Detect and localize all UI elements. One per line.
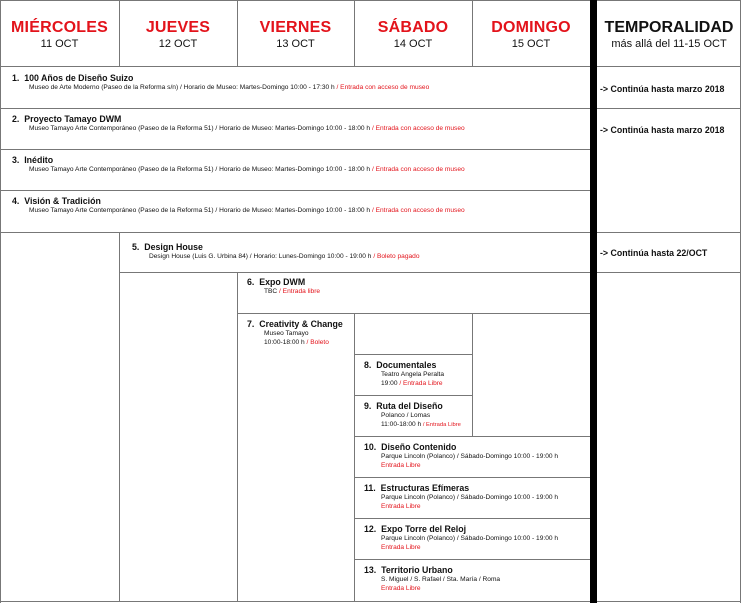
grid-line: [237, 0, 238, 66]
grid-line: [0, 190, 590, 191]
event-access: / Entrada Libre: [421, 421, 461, 428]
event-3: [12, 155, 465, 175]
header-saturday: [354, 0, 472, 66]
event-number: 1.: [12, 73, 20, 83]
grid-line: [472, 313, 473, 436]
event-access: Entrada Libre: [381, 502, 421, 510]
event-hours: 19:00: [381, 379, 398, 387]
event-detail: Museo Tamayo Arte Contemporáneo (Paseo de la Reforma 51) / Horario de Museo: Martes-Domingo 10:00 - 18:00 h: [29, 166, 371, 173]
grid-line: [354, 313, 355, 602]
day-name: JUEVES: [145, 19, 211, 36]
grid-line: [354, 518, 590, 519]
event-number: 2.: [12, 114, 20, 124]
grid-line: [354, 0, 355, 66]
day-name: SÁBADO: [377, 19, 449, 36]
event-number: 13.: [364, 565, 377, 575]
event-4: [12, 196, 465, 216]
grid-line: [0, 0, 1, 603]
header-friday: [237, 0, 354, 66]
temporalidad-note-5: -> Continúa hasta 22/OCT: [600, 248, 708, 258]
event-number: 10.: [364, 442, 377, 452]
event-access: / Entrada libre: [277, 288, 321, 295]
event-title: Expo Torre del Reloj: [381, 524, 467, 534]
grid-line: [472, 0, 473, 66]
temporalidad-divider: [590, 0, 597, 603]
event-detail: Museo de Arte Moderno (Paseo de la Reforma s/n) / Horario de Museo: Martes-Domingo 10:00 - 17:30 h: [29, 84, 335, 91]
event-5: [132, 242, 420, 262]
grid-line: [354, 436, 590, 437]
event-access: / Boleto pagado: [371, 253, 420, 260]
day-name: VIERNES: [259, 19, 332, 36]
event-access: / Entrada con acceso de museo: [370, 166, 465, 173]
grid-line: [0, 66, 741, 67]
event-title: Creativity & Change: [259, 319, 343, 329]
grid-line: [0, 149, 590, 150]
event-number: 11.: [364, 483, 376, 493]
grid-line: [119, 272, 741, 273]
event-venue: Polanco / Lomas: [381, 412, 431, 419]
event-detail: Parque Lincoln (Polanco) / Sábado-Domingo 10:00 - 19:00 h: [381, 535, 559, 542]
event-8: [364, 360, 444, 388]
event-6: [247, 277, 320, 297]
event-number: 9.: [364, 401, 372, 411]
event-title: 100 Años de Diseño Suizo: [24, 73, 134, 83]
header-wednesday: [0, 0, 119, 66]
event-hours: 10:00-18:00 h: [264, 338, 305, 346]
temporalidad-subtitle: más allá del 11-15 OCT: [611, 38, 727, 50]
event-number: 6.: [247, 277, 255, 287]
event-detail: Parque Lincoln (Polanco) / Sábado-Domingo 10:00 - 19:00 h: [381, 453, 559, 460]
event-title: Diseño Contenido: [381, 442, 457, 452]
grid-line: [354, 477, 590, 478]
event-detail: Museo Tamayo Arte Contemporáneo (Paseo de la Reforma 51) / Horario de Museo: Martes-Domingo 10:00 - 18:00 h: [29, 207, 371, 214]
event-number: 12.: [364, 524, 377, 534]
day-name: DOMINGO: [491, 19, 571, 36]
grid-line: [0, 232, 741, 233]
grid-line: [119, 232, 120, 602]
grid-line: [119, 0, 120, 66]
event-number: 3.: [12, 155, 20, 165]
event-2: [12, 114, 465, 134]
event-title: Visión & Tradición: [24, 196, 101, 206]
event-detail: Museo Tamayo Arte Contemporáneo (Paseo de la Reforma 51) / Horario de Museo: Martes-Domingo 10:00 - 18:00 h: [29, 125, 371, 132]
header-temporalidad: [597, 0, 741, 66]
event-title: Proyecto Tamayo DWM: [24, 114, 122, 124]
grid-line: [0, 0, 741, 1]
event-number: 7.: [247, 319, 255, 329]
temporalidad-note-1: -> Continúa hasta marzo 2018: [600, 84, 725, 94]
event-number: 4.: [12, 196, 20, 206]
day-date: 13 OCT: [276, 38, 315, 50]
grid-line: [0, 108, 741, 109]
day-date: 11 OCT: [40, 38, 79, 50]
day-date: 15 OCT: [511, 38, 551, 50]
event-title: Ruta del Diseño: [376, 401, 443, 411]
event-9: [364, 401, 461, 429]
event-1: [12, 73, 429, 93]
event-venue: Museo Tamayo: [264, 330, 309, 337]
temporalidad-title: TEMPORALIDAD: [604, 19, 734, 36]
day-date: 12 OCT: [158, 38, 198, 50]
event-venue: Teatro Angela Peralta: [381, 371, 445, 378]
event-detail: TBC: [264, 288, 278, 295]
grid-line: [354, 559, 590, 560]
event-10: [364, 442, 558, 470]
day-date: 14 OCT: [393, 38, 433, 50]
temporalidad-note-2: -> Continúa hasta marzo 2018: [600, 125, 725, 135]
event-access: / Entrada con acceso de museo: [334, 84, 430, 91]
event-hours: 11:00-18:00 h: [381, 420, 422, 428]
event-access: / Entrada con acceso de museo: [370, 207, 465, 214]
event-12: [364, 524, 558, 552]
header-sunday: [472, 0, 590, 66]
event-title: Expo DWM: [259, 277, 306, 287]
event-11: [364, 483, 558, 511]
event-title: Estructuras Efímeras: [380, 483, 470, 493]
event-number: 5.: [132, 242, 140, 252]
event-detail: Parque Lincoln (Polanco) / Sábado-Domingo 10:00 - 19:00 h: [381, 494, 559, 501]
grid-line: [354, 354, 472, 355]
event-title: Design House: [144, 242, 203, 252]
event-13: [364, 565, 500, 593]
grid-line: [354, 395, 472, 396]
grid-line: [237, 272, 238, 602]
event-title: Inédito: [24, 155, 54, 165]
event-access: Entrada Libre: [381, 543, 421, 551]
grid-line: [0, 601, 741, 602]
event-access: Entrada Libre: [381, 584, 421, 592]
event-access: / Entrada Libre: [397, 379, 443, 387]
event-number: 8.: [364, 360, 372, 370]
event-title: Territorio Urbano: [381, 565, 453, 575]
header-thursday: [119, 0, 237, 66]
event-detail: S. Miguel / S. Rafael / Sta. María / Roma: [381, 576, 501, 583]
event-access: Entrada Libre: [381, 461, 421, 469]
event-detail: Design House (Luis G. Urbina 84) / Horario: Lunes-Domingo 10:00 - 19:00 h: [149, 253, 372, 260]
day-name: MIÉRCOLES: [11, 19, 108, 36]
event-access: / Boleto: [304, 338, 329, 346]
event-title: Documentales: [376, 360, 437, 370]
grid-line: [237, 313, 590, 314]
event-7: [247, 319, 343, 347]
event-access: / Entrada con acceso de museo: [370, 125, 465, 132]
